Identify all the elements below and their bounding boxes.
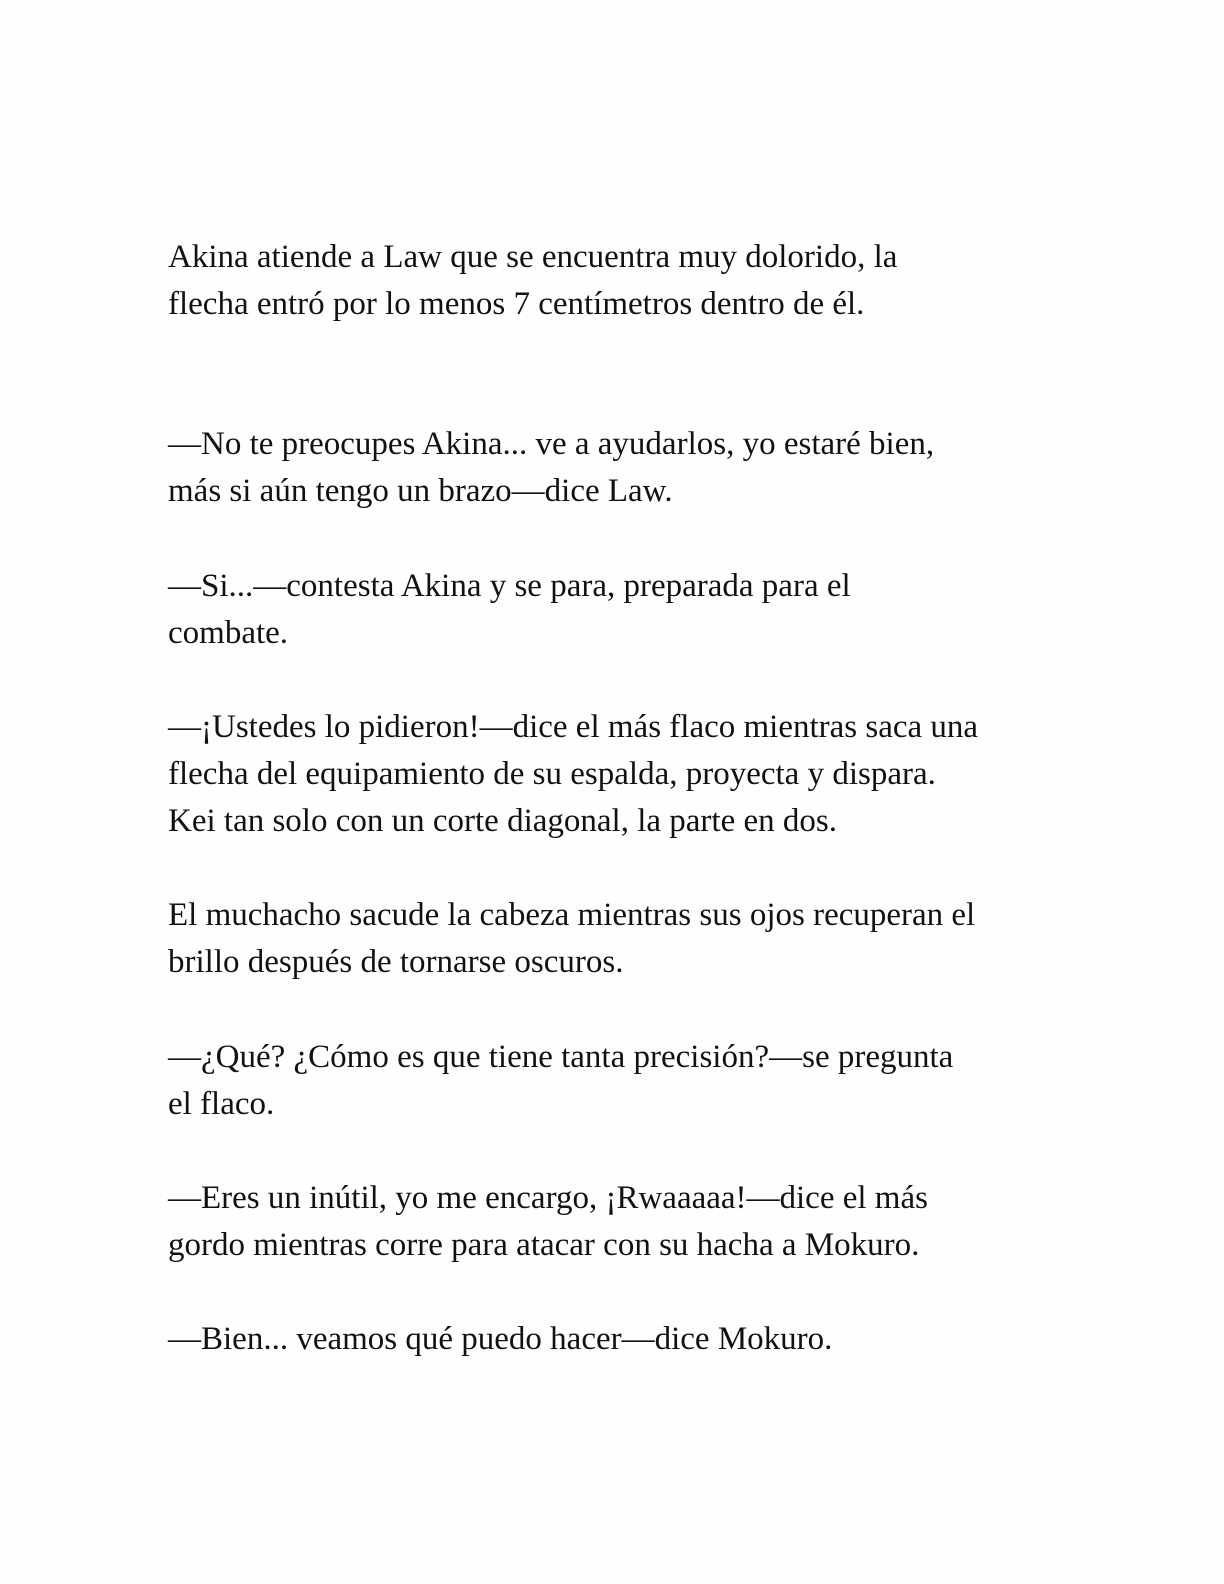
text-line: —Bien... veamos qué puedo hacer—dice Mokuro. (168, 1321, 833, 1357)
text-line: brillo después de tornarse oscuros. (168, 944, 624, 980)
paragraph-3 (168, 563, 1068, 657)
text-line: Akina atiende a Law que se encuentra muy dolorido, la (168, 239, 898, 275)
paragraph-4 (168, 704, 1068, 845)
text-line: gordo mientras corre para atacar con su hacha a Mokuro. (168, 1227, 920, 1263)
paragraph-8 (168, 1316, 1068, 1363)
text-line: —No te preocupes Akina... ve a ayudarlos, yo estaré bien, (168, 426, 935, 462)
text-line: —Eres un inútil, yo me encargo, ¡Rwaaaaa!—dice el más (168, 1180, 928, 1216)
paragraph-1 (168, 234, 1068, 328)
text-line: Kei tan solo con un corte diagonal, la parte en dos. (168, 803, 837, 839)
text-line: flecha entró por lo menos 7 centímetros dentro de él. (168, 286, 865, 322)
paragraph-2 (168, 421, 1068, 515)
text-line: más si aún tengo un brazo—dice Law. (168, 473, 673, 509)
text-line: —¿Qué? ¿Cómo es que tiene tanta precisión?—se pregunta (168, 1039, 954, 1075)
text-line: flecha del equipamiento de su espalda, proyecta y dispara. (168, 756, 936, 792)
text-line: el flaco. (168, 1086, 275, 1122)
text-line: —Si...—contesta Akina y se para, preparada para el (168, 568, 851, 604)
text-line: —¡Ustedes lo pidieron!—dice el más flaco mientras saca una (168, 709, 979, 745)
text-line: combate. (168, 615, 289, 651)
text-line: El muchacho sacude la cabeza mientras sus ojos recuperan el (168, 897, 976, 933)
paragraph-5 (168, 892, 1068, 986)
paragraph-6 (168, 1034, 1068, 1128)
paragraph-7 (168, 1175, 1068, 1269)
